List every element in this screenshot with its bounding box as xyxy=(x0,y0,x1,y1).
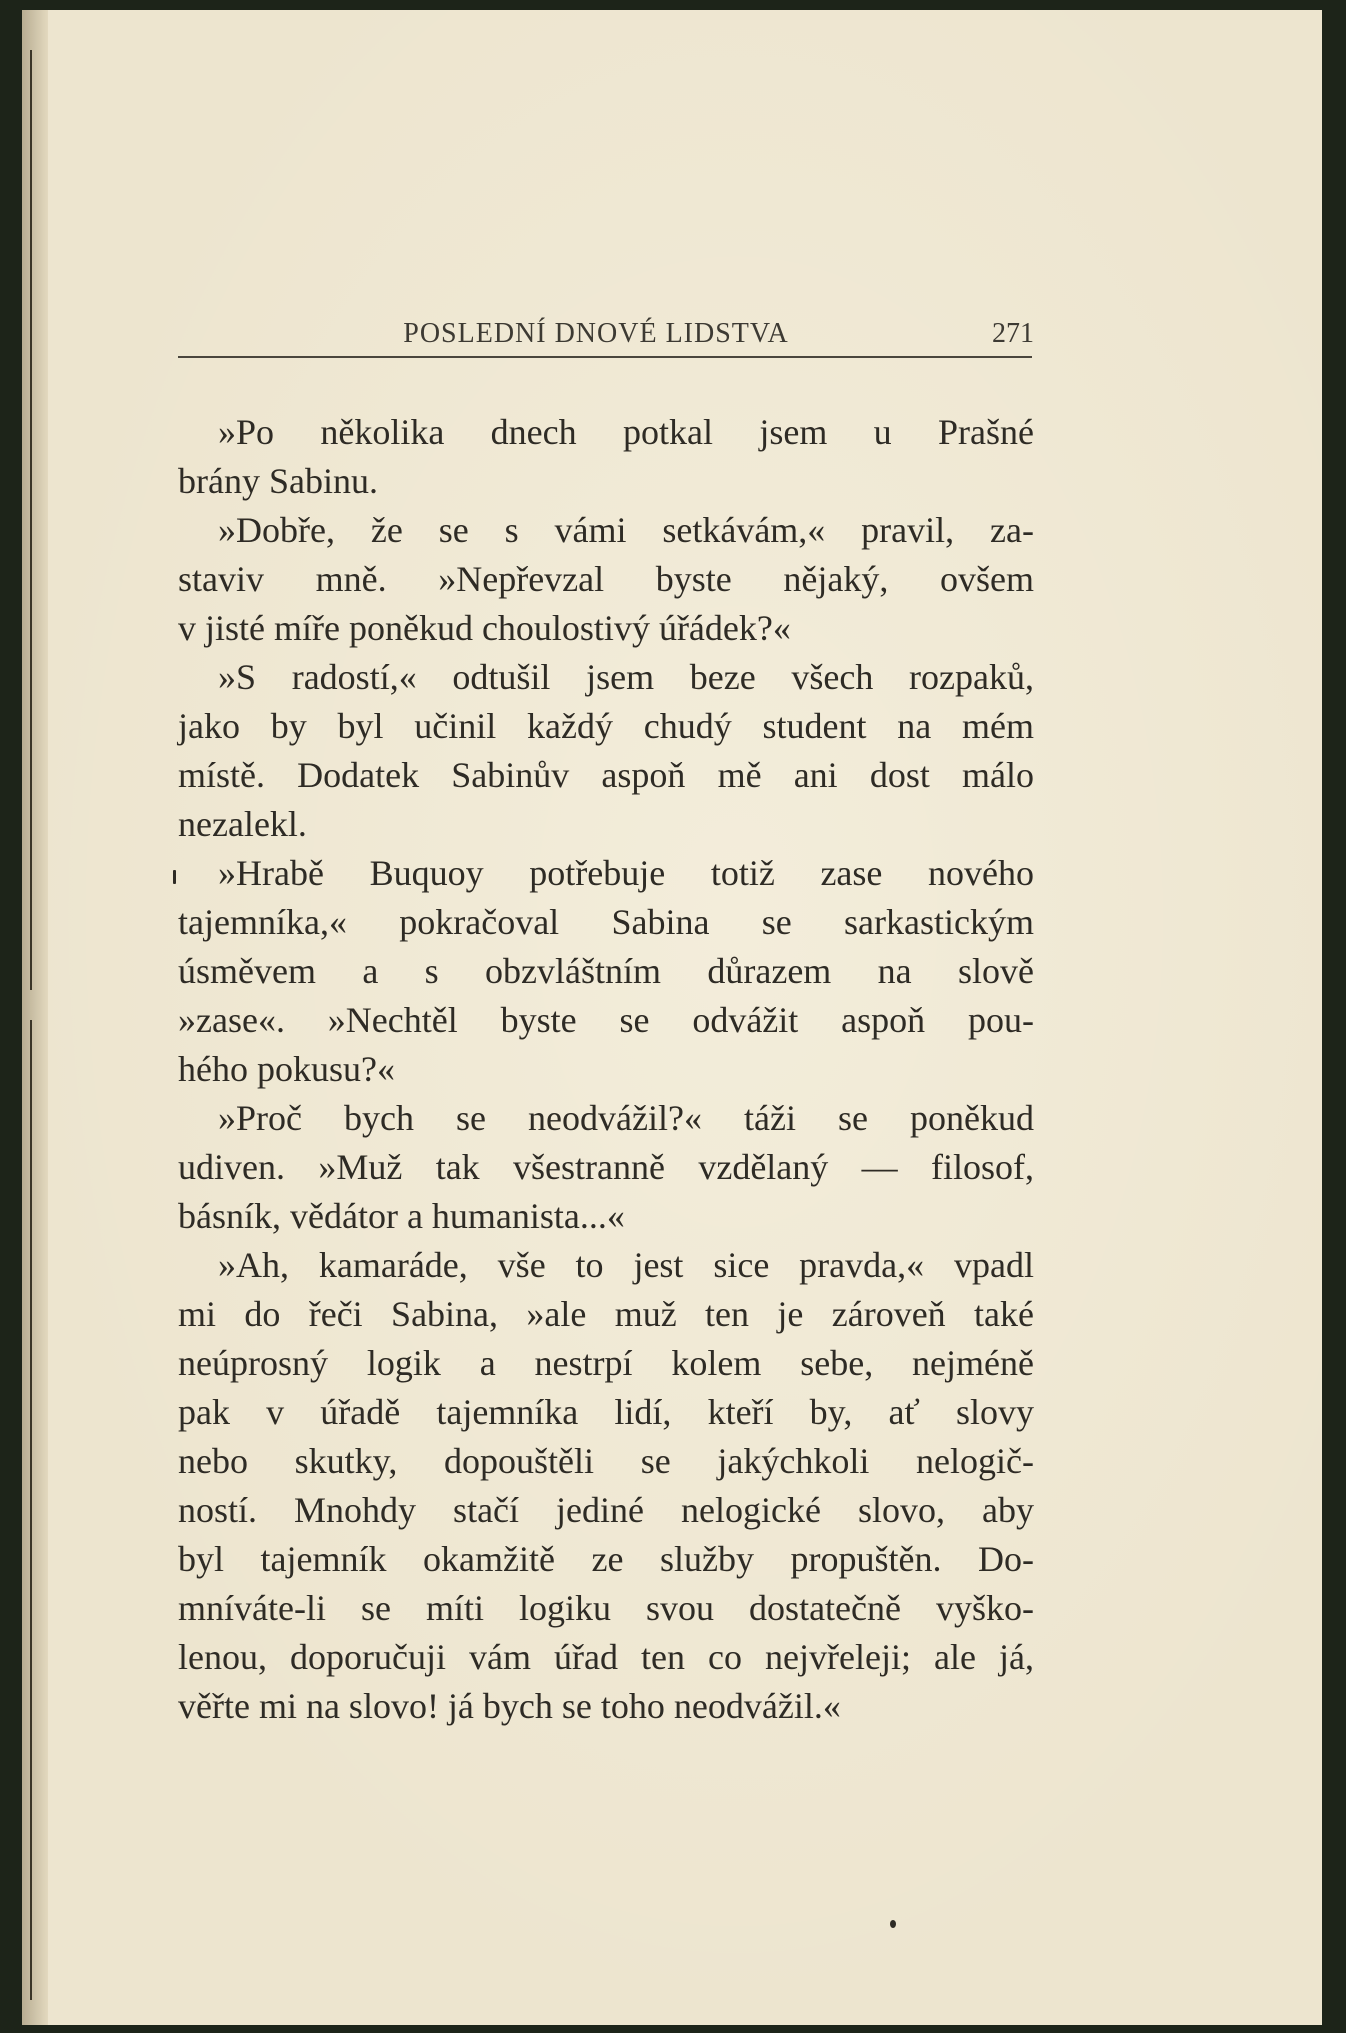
text-line: »zase«. »Nechtěl byste se odvážit aspoň pou- xyxy=(178,1000,1034,1040)
text-line: mníváte-li se míti logiku svou dostatečně vyško- xyxy=(178,1588,1034,1628)
text-line: v jisté míře poněkud choulostivý úřádek?« xyxy=(178,608,791,648)
text-line: »Hrabě Buquoy potřebuje totiž zase nového xyxy=(218,853,1034,893)
text-line: místě. Dodatek Sabinův aspoň mě ani dost málo xyxy=(178,755,1034,795)
text-line: básník, vědátor a humanista...« xyxy=(178,1196,625,1236)
text-line: brány Sabinu. xyxy=(178,461,378,501)
running-header xyxy=(158,308,1034,352)
ink-speck xyxy=(173,870,176,884)
text-line: byl tajemník okamžitě ze služby propuštěn. Do- xyxy=(178,1539,1034,1579)
text-line: staviv mně. »Nepřevzal byste nějaký, ovšem xyxy=(178,559,1034,599)
text-line: věřte mi na slovo! já bych se toho neodvážil.« xyxy=(178,1686,841,1726)
text-line: nezalekl. xyxy=(178,804,307,844)
text-line: úsměvem a s obzvláštním důrazem na slově xyxy=(178,951,1034,991)
text-line: nebo skutky, dopouštěli se jakýchkoli nelogič- xyxy=(178,1441,1034,1481)
text-line: »Po několika dnech potkal jsem u Prašné xyxy=(218,412,1034,452)
text-line: mi do řeči Sabina, »ale muž ten je zároveň také xyxy=(178,1294,1034,1334)
text-line: »Dobře, že se s vámi setkávám,« pravil, za- xyxy=(218,510,1034,550)
running-title: POSLEDNÍ DNOVÉ LIDSTVA xyxy=(403,318,789,349)
text-line: lenou, doporučuji vám úřad ten co nejvřeleji; ale já, xyxy=(178,1637,1034,1677)
text-line: udiven. »Muž tak všestranně vzdělaný — filosof, xyxy=(178,1147,1034,1187)
page-number: 271 xyxy=(992,318,1034,349)
text-line: »S radostí,« odtušil jsem beze všech rozpaků, xyxy=(218,657,1034,697)
text-line: »Ah, kamaráde, vše to jest sice pravda,« vpadl xyxy=(218,1245,1034,1285)
text-line: neúprosný logik a nestrpí kolem sebe, nejméně xyxy=(178,1343,1034,1383)
text-line: hého pokusu?« xyxy=(178,1049,395,1089)
text-line: pak v úřadě tajemníka lidí, kteří by, ať slovy xyxy=(178,1392,1034,1432)
gutter-edge-line xyxy=(30,1020,32,2000)
text-line: »Proč bych se neodvážil?« táži se poněkud xyxy=(218,1098,1034,1138)
header-rule xyxy=(178,356,1032,358)
text-line: ností. Mnohdy stačí jediné nelogické slovo, aby xyxy=(178,1490,1034,1530)
text-line: tajemníka,« pokračoval Sabina se sarkastickým xyxy=(178,902,1034,942)
text-line: jako by byl učinil každý chudý student na mém xyxy=(178,706,1034,746)
body-text xyxy=(178,408,1034,1731)
page-gutter xyxy=(22,10,48,2025)
ink-speck xyxy=(890,1920,896,1928)
gutter-edge-line xyxy=(30,50,32,990)
